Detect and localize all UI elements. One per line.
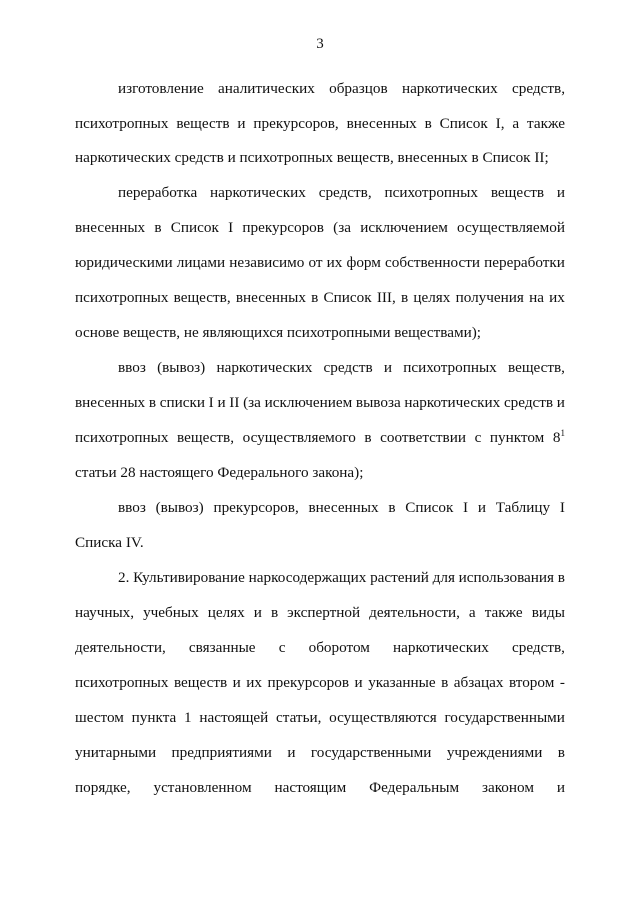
text-line: научных, учебных целях и в экспертной деятельности, а также виды: [75, 604, 565, 621]
text-line: наркотических средств и психотропных веществ, внесенных в Список II;: [75, 149, 549, 166]
text-line: основе веществ, не являющихся психотропными веществами);: [75, 324, 482, 341]
text-line: порядке, установленном настоящим Федеральным законом и: [75, 779, 565, 796]
text-line: психотропных веществ и прекурсоров, внесенных в Список I, а также: [75, 115, 565, 132]
text-line: ввоз (вывоз) наркотических средств и психотропных веществ,: [118, 359, 565, 376]
text-line: психотропных веществ и их прекурсоров и указанные в абзацах втором -: [75, 674, 565, 691]
text-line: внесенных в списки I и II (за исключением вывоза наркотических средств и: [75, 394, 565, 411]
text-line: психотропных веществ, осуществляемого в соответствии с пунктом $8^1$: [75, 428, 565, 446]
text-line: переработка наркотических средств, психотропных веществ и: [118, 184, 565, 201]
footnote-superscript: 1: [560, 428, 565, 438]
text-line: 2. Культивирование наркосодержащих растений для использования в: [118, 569, 565, 586]
text-line: психотропных веществ, внесенных в Список III, в целях получения на их: [75, 289, 565, 306]
text-line: шестом пункта 1 настоящей статьи, осуществляются государственными: [75, 709, 565, 726]
text-line: юридическими лицами независимо от их форм собственности переработки: [75, 254, 565, 271]
text-line: деятельности, связанные с оборотом наркотических средств,: [75, 639, 565, 656]
page-number: 3: [316, 36, 324, 52]
text-line: внесенных в Список I прекурсоров (за исключением осуществляемой: [75, 219, 565, 236]
text-line: статьи 28 настоящего Федерального закона);: [75, 464, 364, 481]
text-line: Списка IV.: [75, 534, 144, 551]
text-line: изготовление аналитических образцов наркотических средств,: [118, 80, 565, 97]
text-line: унитарными предприятиями и государственными учреждениями в: [75, 744, 565, 761]
text-line: ввоз (вывоз) прекурсоров, внесенных в Список I и Таблицу I: [118, 499, 565, 516]
